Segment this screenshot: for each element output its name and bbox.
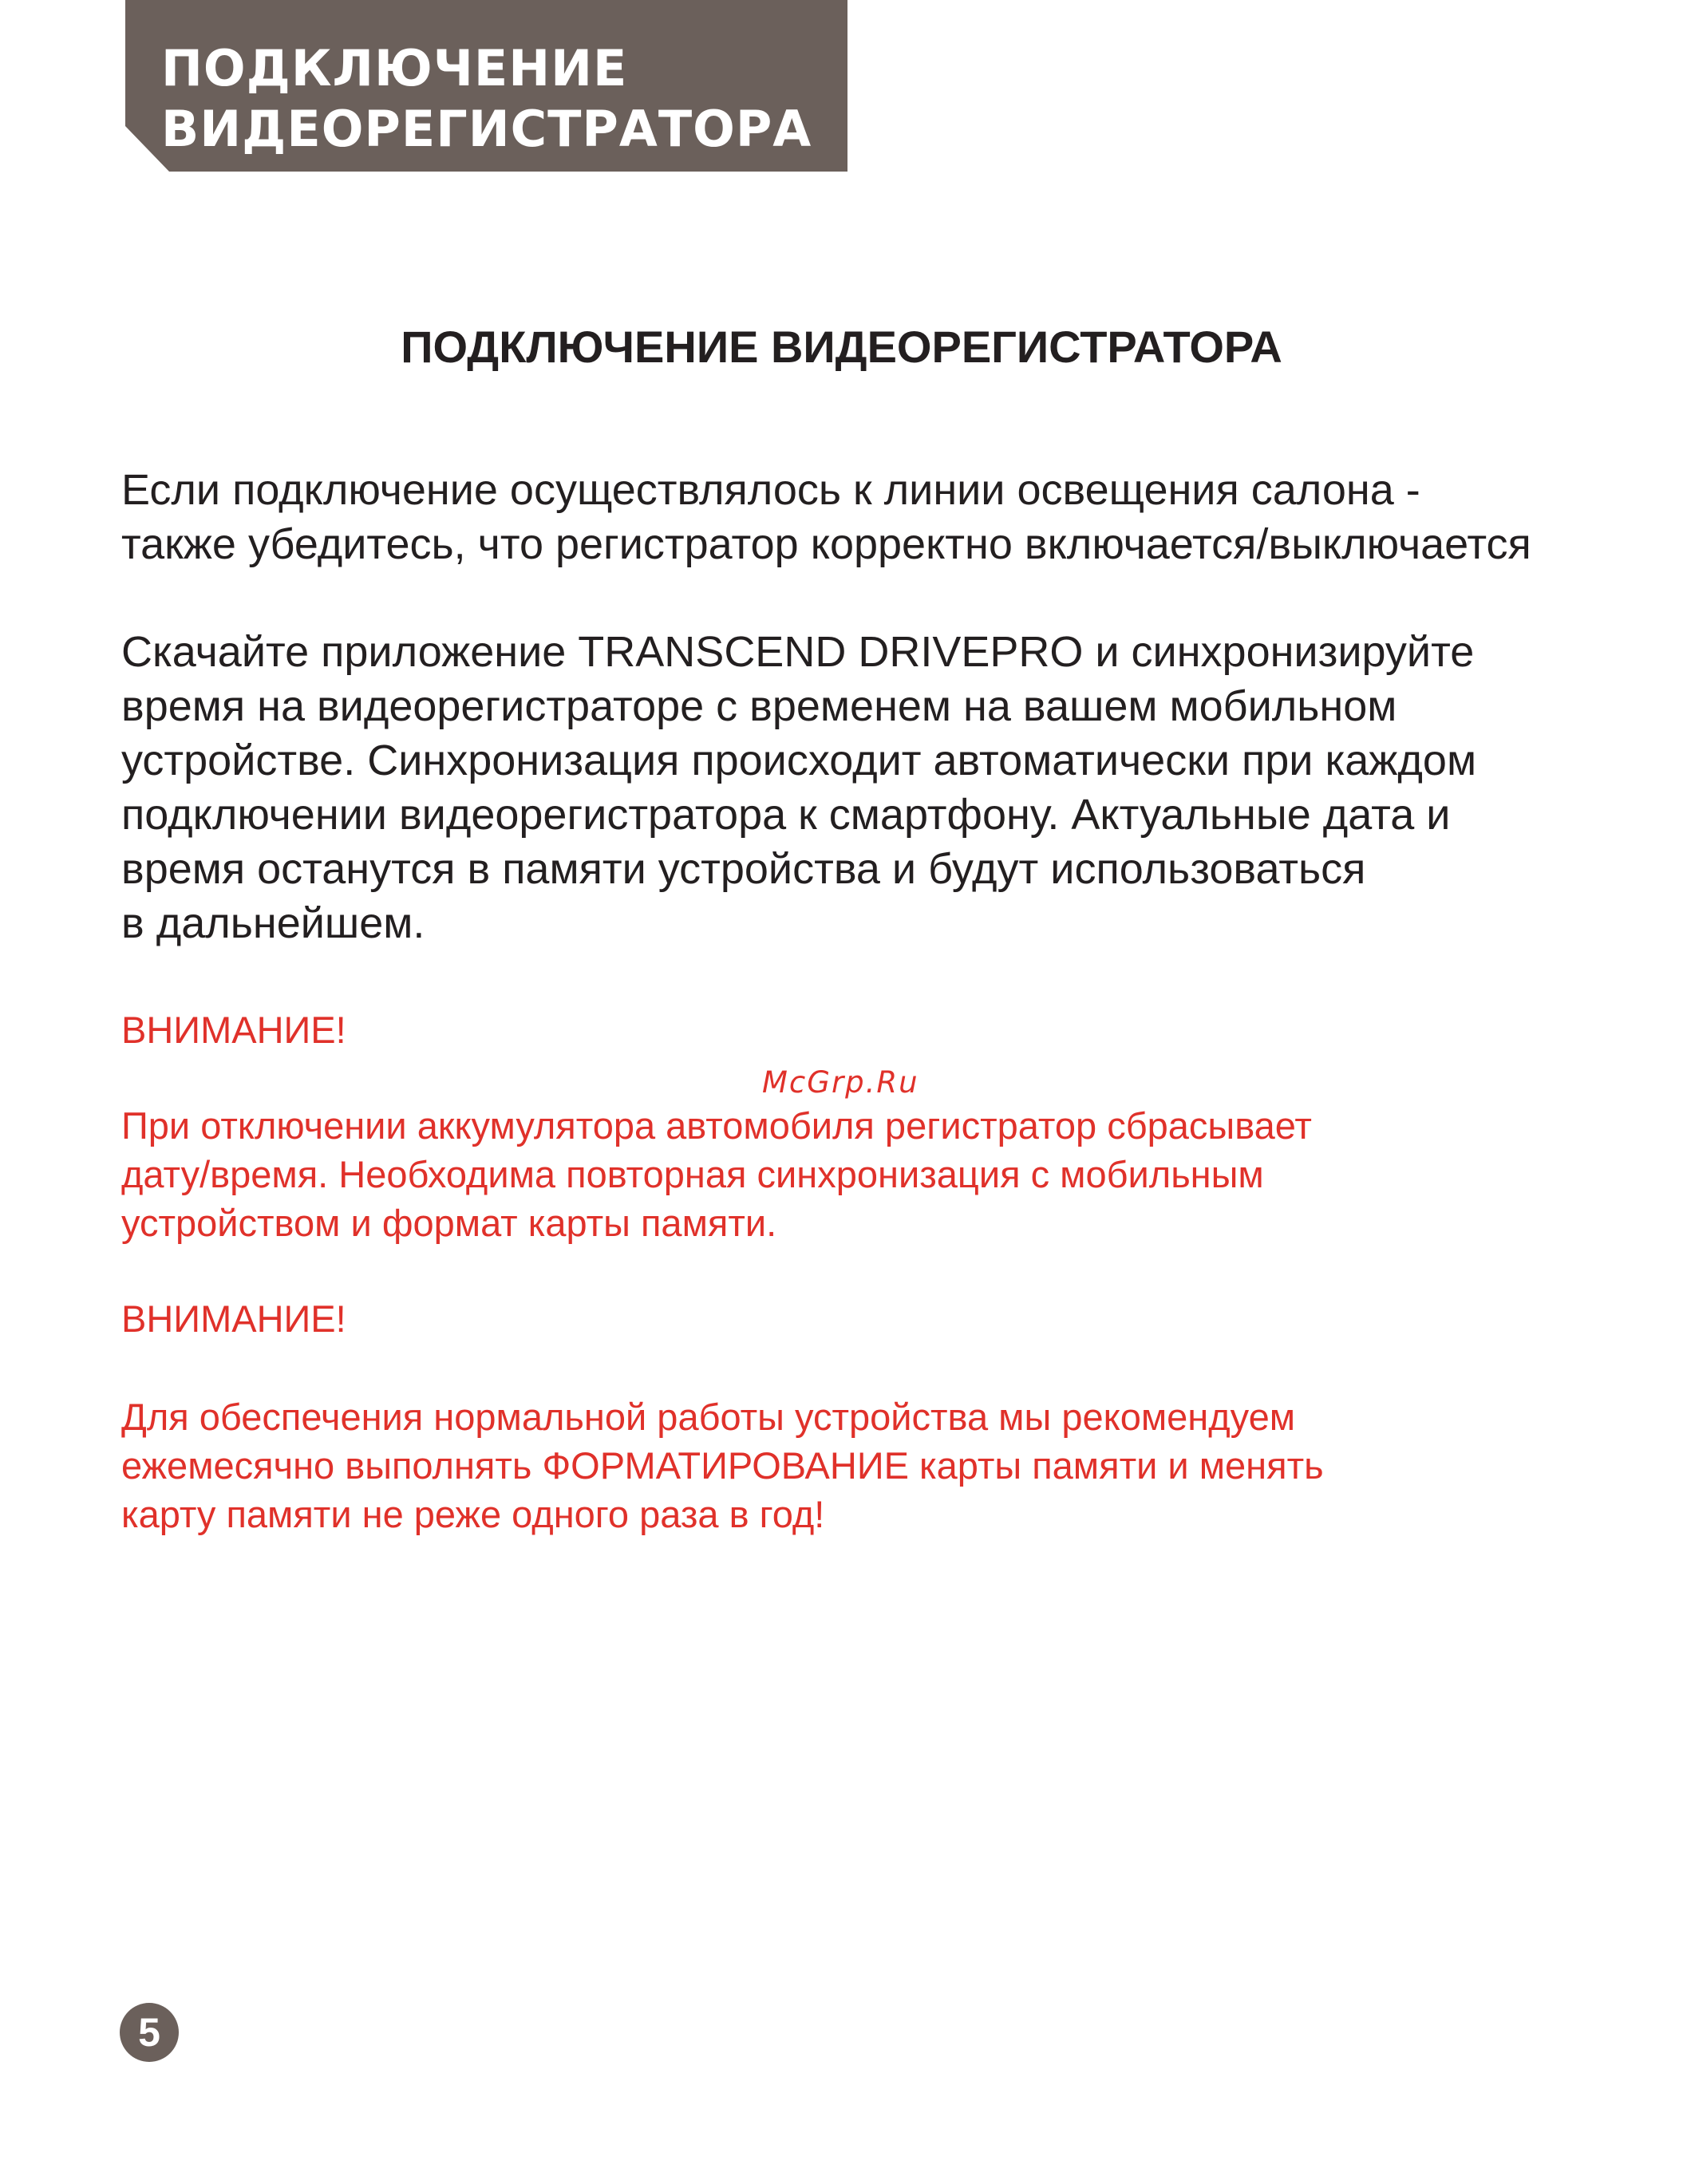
warning-line: карту памяти не реже одного раза в год! [121, 1493, 825, 1535]
paragraph-lighting [121, 463, 1531, 571]
paragraph-line: Если подключение осуществлялось к линии освещения салона - [121, 466, 1420, 514]
warning-line: дату/время. Необходима повторная синхронизация с мобильным [121, 1153, 1264, 1195]
warning-text-1 [121, 1101, 1312, 1247]
warning-title-2 [121, 1294, 346, 1343]
warning-title-text: ВНИМАНИЕ! [121, 1009, 346, 1051]
warning-line: Для обеспечения нормальной работы устройства мы рекомендуем [121, 1396, 1296, 1438]
header-title-line-1: ПОДКЛЮЧЕНИЕ [161, 39, 628, 97]
paragraph-line: время на видеорегистраторе с временем на вашем мобильном [121, 682, 1397, 730]
warning-title-1 [121, 1005, 346, 1054]
header-title [161, 38, 812, 160]
warning-text-2 [121, 1392, 1324, 1538]
warning-line: При отключении аккумулятора автомобиля регистратор сбрасывает [121, 1104, 1312, 1147]
paragraph-line: в дальнейшем. [121, 899, 425, 947]
watermark: McGrp.Ru [762, 1065, 919, 1100]
paragraph-line: подключении видеорегистратора к смартфону. Актуальные дата и [121, 791, 1451, 839]
paragraph-line: время останутся в памяти устройства и будут использоваться [121, 845, 1366, 893]
warning-line: ежемесячно выполнять ФОРМАТИРОВАНИЕ карты памяти и менять [121, 1444, 1324, 1487]
section-title: ПОДКЛЮЧЕНИЕ ВИДЕОРЕГИСТРАТОРА [401, 322, 1282, 372]
header-title-line-2: ВИДЕОРЕГИСТРАТОРА [161, 100, 812, 158]
paragraph-line: также убедитесь, что регистратор корректно включается/выключается [121, 520, 1531, 568]
warning-title-text: ВНИМАНИЕ! [121, 1297, 346, 1340]
page-number-badge: 5 [120, 2003, 179, 2062]
paragraph-line: устройстве. Синхронизация происходит автоматически при каждом [121, 737, 1477, 784]
warning-line: устройством и формат карты памяти. [121, 1202, 777, 1244]
paragraph-sync [121, 625, 1476, 950]
paragraph-line: Скачайте приложение TRANSCEND DRIVEPRO и синхронизируйте [121, 628, 1475, 676]
